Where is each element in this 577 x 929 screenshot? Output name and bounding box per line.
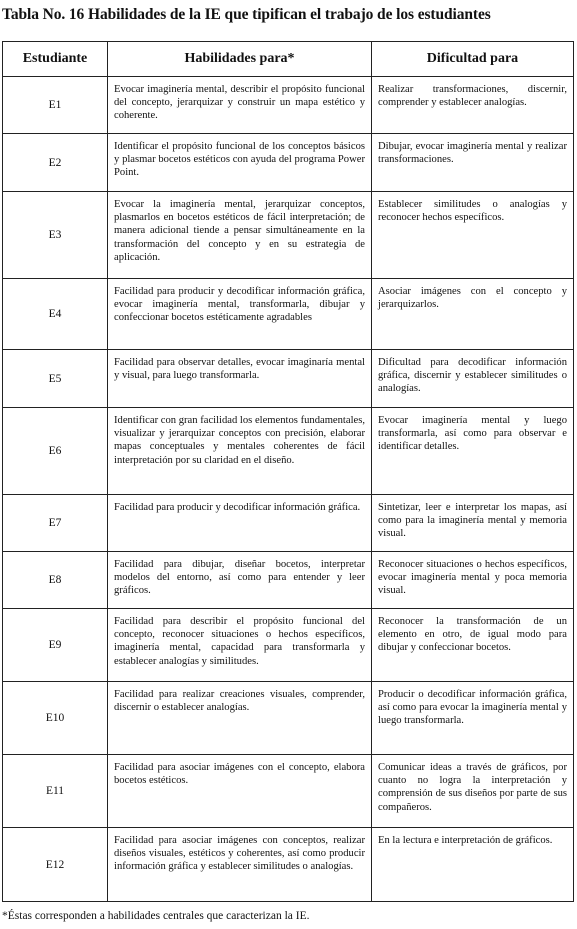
difficulty-cell: Realizar transformaciones, discernir, comprender y establecer analogías. <box>372 77 574 134</box>
student-cell: E10 <box>3 682 108 755</box>
difficulty-cell: En la lectura e interpretación de gráficos. <box>372 828 574 902</box>
table-row <box>3 495 574 552</box>
skills-cell: Evocar imaginería mental, describir el propósito funcional del concepto, jerarquizar y construir un mapa estético y coherente. <box>108 77 372 134</box>
difficulty-cell: Reconocer situaciones o hechos específicos, evocar imaginería mental y poca memoria visual. <box>372 552 574 609</box>
skills-cell: Identificar con gran facilidad los elementos fundamentales, visualizar y jerarquizar conceptos con precisión, elaborar mapas conceptuales y mentales coherentes de fácil interpretación por su claridad en el diseño. <box>108 408 372 495</box>
skills-cell: Facilidad para asociar imágenes con conceptos, realizar diseños visuales, estéticos y coherentes, así como producir información gráfica y establecer similitudes o analogías. <box>108 828 372 902</box>
table-row <box>3 682 574 755</box>
difficulty-cell: Producir o decodificar información gráfica, así como para evocar la imaginería mental y luego transformarla. <box>372 682 574 755</box>
table-row <box>3 552 574 609</box>
student-cell: E8 <box>3 552 108 609</box>
skills-cell: Evocar la imaginería mental, jerarquizar conceptos, plasmarlos en bocetos estéticos de fácil interpretación; de manera adicional tiende a pensar simultáneamente en la transformación del concepto y en su estrategia de aplicación. <box>108 192 372 279</box>
table-row <box>3 755 574 828</box>
student-cell: E4 <box>3 279 108 350</box>
table-row <box>3 609 574 682</box>
student-cell: E3 <box>3 192 108 279</box>
table-title: Tabla No. 16 Habilidades de la IE que tipifican el trabajo de los estudiantes <box>2 6 491 23</box>
footnote: *Éstas corresponden a habilidades centrales que caracterizan la IE. <box>2 910 310 922</box>
student-cell: E6 <box>3 408 108 495</box>
difficulty-cell: Evocar imaginería mental y luego transformarla, así como para observar e identificar detalles. <box>372 408 574 495</box>
difficulty-cell: Establecer similitudes o analogías y reconocer hechos específicos. <box>372 192 574 279</box>
difficulty-cell: Reconocer la transformación de un elemento en otro, de igual modo para dibujar y confeccionar bocetos. <box>372 609 574 682</box>
skills-cell: Facilidad para asociar imágenes con el concepto, elabora bocetos estéticos. <box>108 755 372 828</box>
student-cell: E12 <box>3 828 108 902</box>
difficulty-cell: Dibujar, evocar imaginería mental y realizar transformaciones. <box>372 134 574 192</box>
table-row <box>3 279 574 350</box>
header-difficulty: Dificultad para <box>372 42 574 77</box>
difficulty-cell: Dificultad para decodificar información gráfica, discernir y establecer similitudes o analogías. <box>372 350 574 408</box>
student-cell: E7 <box>3 495 108 552</box>
student-cell: E9 <box>3 609 108 682</box>
skills-cell: Facilidad para describir el propósito funcional del concepto, reconocer situaciones o hechos específicos, imaginería mental, capacidad para transformarla y establecer analogías y similitudes. <box>108 609 372 682</box>
skills-cell: Facilidad para dibujar, diseñar bocetos, interpretar modelos del entorno, así como para entender y leer gráficos. <box>108 552 372 609</box>
student-cell: E11 <box>3 755 108 828</box>
skills-cell: Identificar el propósito funcional de los conceptos básicos y plasmar bocetos estéticos con ayuda del programa Power Point. <box>108 134 372 192</box>
student-cell: E2 <box>3 134 108 192</box>
table-row <box>3 134 574 192</box>
student-cell: E1 <box>3 77 108 134</box>
skills-cell: Facilidad para observar detalles, evocar imaginaría mental y visual, para luego transformarla. <box>108 350 372 408</box>
skills-cell: Facilidad para producir y decodificar información gráfica. <box>108 495 372 552</box>
table-row <box>3 408 574 495</box>
header-student: Estudiante <box>3 42 108 77</box>
header-skills: Habilidades para* <box>108 42 372 77</box>
table-row <box>3 350 574 408</box>
skills-table <box>2 41 574 902</box>
difficulty-cell: Sintetizar, leer e interpretar los mapas, así como para la imaginería mental y memoria visual. <box>372 495 574 552</box>
table-row <box>3 77 574 134</box>
skills-cell: Facilidad para realizar creaciones visuales, comprender, discernir o establecer analogías. <box>108 682 372 755</box>
table-header-row <box>3 42 574 77</box>
difficulty-cell: Comunicar ideas a través de gráficos, por cuanto no logra la interpretación y comprensión de sus diseños por parte de sus compañeros. <box>372 755 574 828</box>
table-row <box>3 192 574 279</box>
difficulty-cell: Asociar imágenes con el concepto y jerarquizarlos. <box>372 279 574 350</box>
table-row <box>3 828 574 902</box>
student-cell: E5 <box>3 350 108 408</box>
skills-cell: Facilidad para producir y decodificar información gráfica, evocar imaginería mental, transformarla, dibujar y confeccionar bocetos estéticamente agradables <box>108 279 372 350</box>
